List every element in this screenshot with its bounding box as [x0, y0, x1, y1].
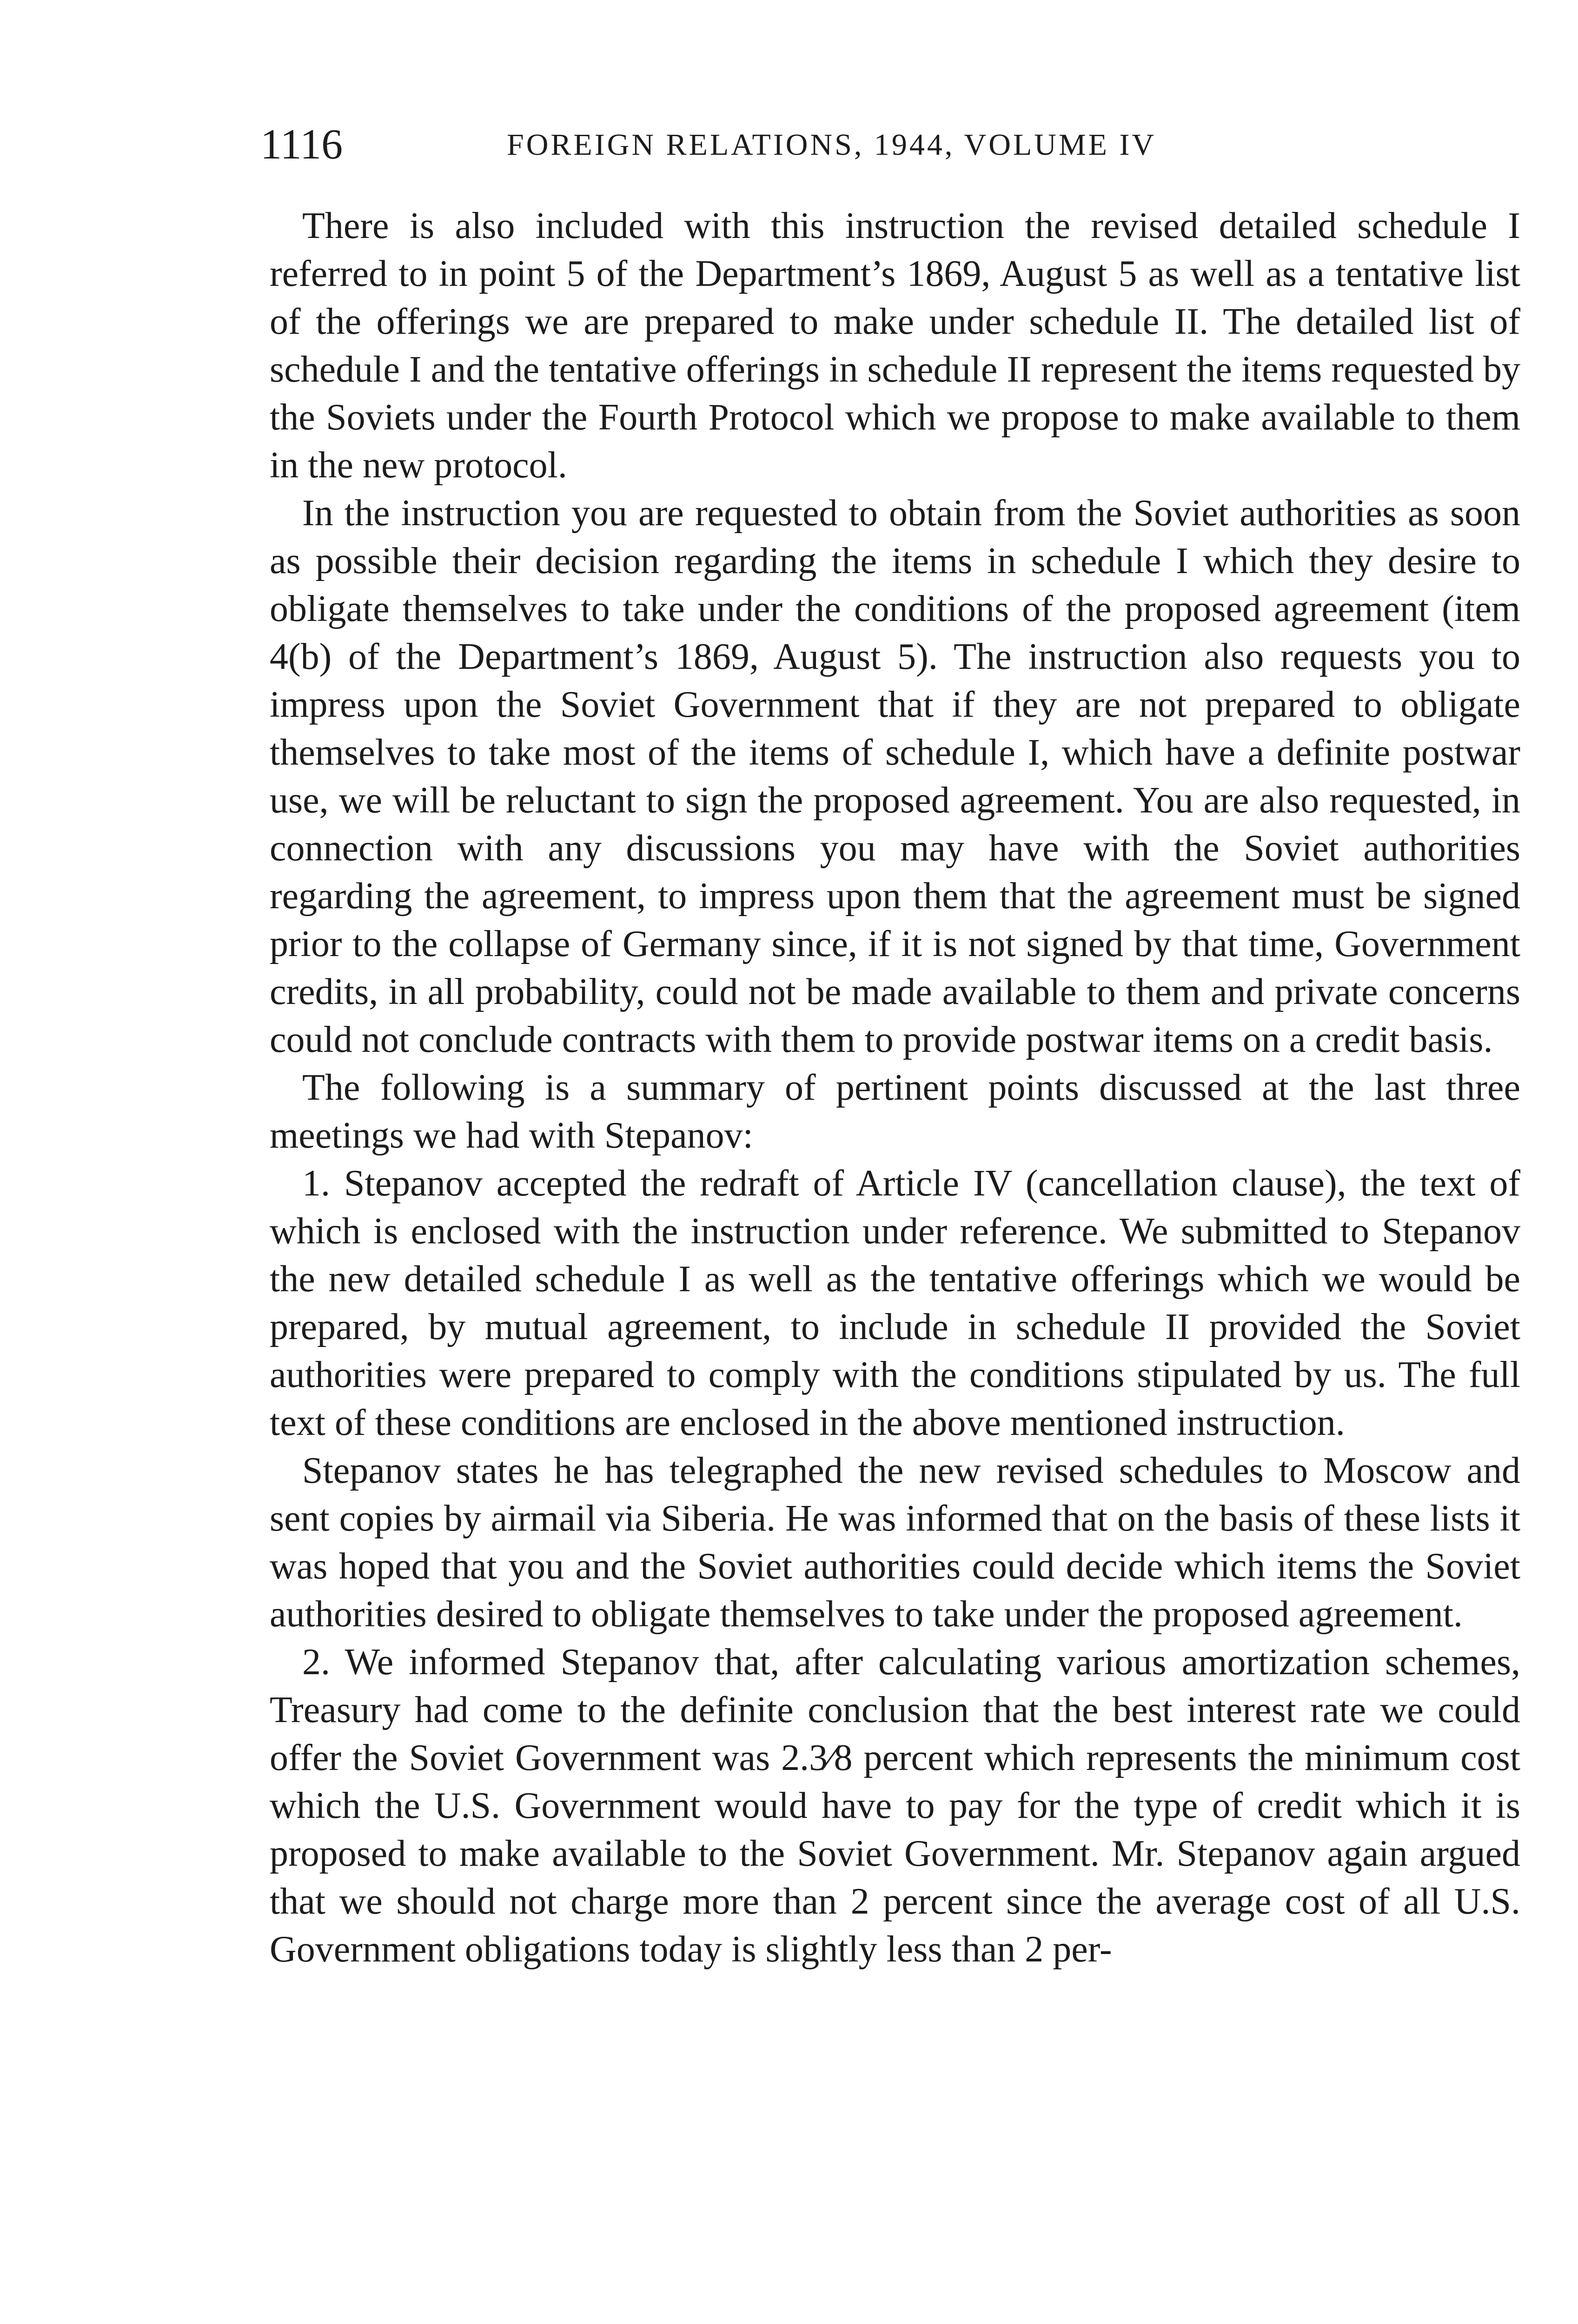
paragraph-point-2: 2. We informed Stepanov that, after calculating various amortization schemes, Treasury had come to the definite conclusion that the best interest rate we could offer the Soviet Government was 2.3⁄8 percent which represents the minimum cost which the U.S. Government would have to pay for the type of credit which it is proposed to make available to the Soviet Government. Mr. Stepanov again argued that we should not charge more than 2 percent since the average cost of all U.S. Government obligations today is slightly less than 2 per-: [270, 1642, 1520, 1970]
paragraph-point-1: 1. Stepanov accepted the redraft of Article IV (cancellation clause), the text of which is enclosed with the instruction under reference. We submitted to Stepanov the new detailed schedule I as well as the tentative offerings which we would be prepared, by mutual agreement, to include in schedule II provided the Soviet authorities were prepared to comply with the conditions stipulated by us. The full text of these conditions are enclosed in the above mentioned instruction.: [270, 1163, 1520, 1443]
paragraph-schedules: There is also included with this instruction the revised detailed schedule I referred to in point 5 of the Department’s 1869, August 5 as well as a tentative list of the offerings we are prepared to make under schedule II. The detailed list of schedule I and the tentative offerings in schedule II represent the items requested by the Soviets under the Fourth Protocol which we propose to make available to them in the new protocol.: [270, 205, 1520, 486]
paragraph-stepanov-telegraph: Stepanov states he has telegraphed the new revised schedules to Moscow and sent copies by airmail via Siberia. He was informed that on the basis of these lists it was hoped that you and the Soviet authorities could decide which items the Soviet authorities desired to obligate themselves to take under the proposed agreement.: [270, 1450, 1520, 1635]
running-head: FOREIGN RELATIONS, 1944, VOLUME IV: [507, 128, 1157, 162]
paragraph-summary-intro: The following is a summary of pertinent points discussed at the last three meetings we had with Stepanov:: [270, 1067, 1520, 1156]
paragraph-instruction: In the instruction you are requested to obtain from the Soviet authorities as soon as possible their decision regarding the items in schedule I which they desire to obligate themselves to take under the conditions of the proposed agreement (item 4(b) of the Department’s 1869, August 5). The instruction also requests you to impress upon the Soviet Government that if they are not prepared to obligate themselves to take most of the items of schedule I, which have a definite postwar use, we will be reluctant to sign the proposed agreement. You are also requested, in connection with any discussions you may have with the Soviet authorities regarding the agreement, to impress upon them that the agreement must be signed prior to the collapse of Germany since, if it is not signed by that time, Government credits, in all probability, could not be made available to them and private concerns could not conclude contracts with them to provide postwar items on a credit basis.: [270, 493, 1520, 1060]
body-text: [270, 202, 1520, 1974]
page-header: [260, 116, 1548, 172]
page-number: 1116: [260, 120, 343, 168]
